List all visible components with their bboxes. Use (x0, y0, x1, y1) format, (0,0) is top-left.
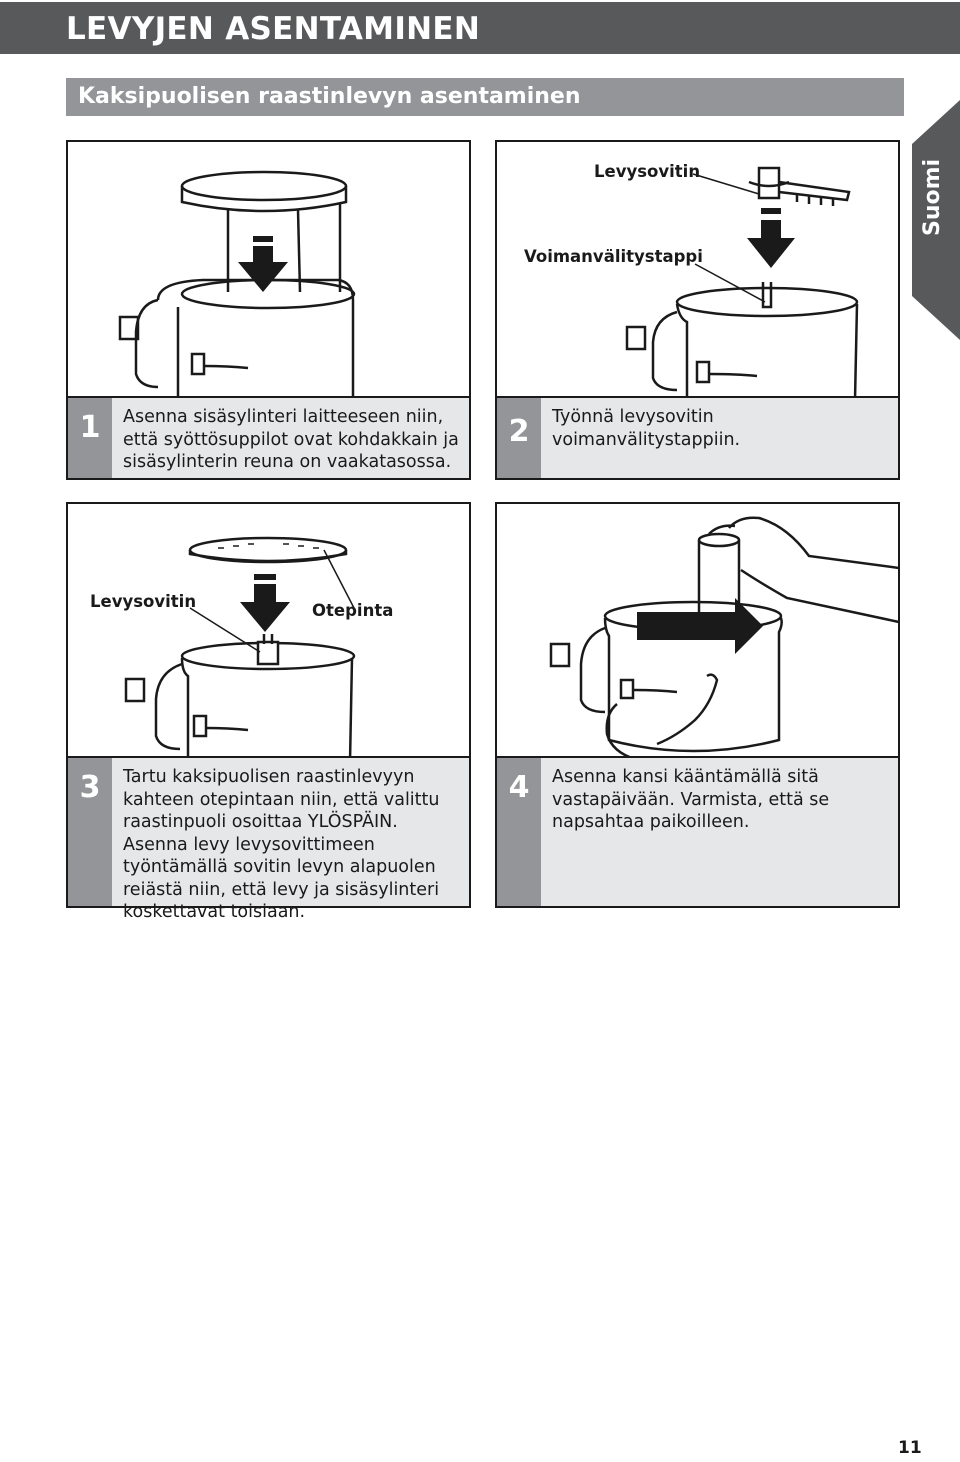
step-4-illustration (497, 504, 898, 762)
down-arrow-icon (747, 208, 795, 268)
down-arrow-icon (240, 574, 290, 632)
section-bar (66, 78, 904, 116)
label-voimanvalitystappi: Voimanvälitystappi (524, 247, 703, 266)
label-otepinta: Otepinta (312, 601, 394, 620)
page-title: LEVYJEN ASENTAMINEN (66, 11, 481, 47)
step-1-illustration (68, 142, 469, 400)
step-1-text: Asenna sisäsylinteri laitteeseen niin, että syöttösuppilot ovat kohdakkain ja sisäsylinterin reuna on vaakatasossa. (123, 407, 459, 472)
step-3-caption (68, 756, 469, 922)
step-4-caption (497, 756, 898, 906)
step-2-caption (497, 396, 898, 478)
step-panel-3 (66, 502, 471, 922)
label-levysovitin: Levysovitin (90, 592, 197, 611)
step-number-badge: 2 (497, 398, 541, 478)
step-2-text: Työnnä levysovitin voimanvälitystappiin. (552, 407, 741, 450)
header-bar (0, 2, 960, 54)
step-number-badge: 4 (497, 758, 541, 906)
language-tab-label: Suomi (920, 158, 945, 236)
step-4-text: Asenna kansi kääntämällä sitä vastapäivään. Varmista, että se napsahtaa paikoilleen. (552, 767, 830, 832)
language-tab (910, 100, 960, 340)
step-1-caption (68, 396, 469, 478)
down-arrow-icon (238, 236, 288, 292)
step-3-text: Tartu kaksipuolisen raastinlevyyn kahteen otepintaan niin, että valittu raastinpuoli osoittaa YLÖSPÄIN. Asenna levy levysovittimeen työntämällä sovitin levyn alapuolen reiästä niin, että levy ja sisäsylinteri koskettavat toisiaan. (123, 767, 440, 922)
step-3-illustration (68, 504, 469, 762)
label-levysovitin: Levysovitin (594, 162, 701, 181)
step-number-badge: 1 (68, 398, 112, 478)
step-panel-2 (495, 140, 900, 480)
page-number: 11 (898, 1438, 922, 1458)
step-panel-1 (66, 140, 471, 480)
step-panel-4 (495, 502, 900, 908)
step-number-badge: 3 (68, 758, 112, 906)
section-title: Kaksipuolisen raastinlevyn asentaminen (78, 84, 581, 109)
